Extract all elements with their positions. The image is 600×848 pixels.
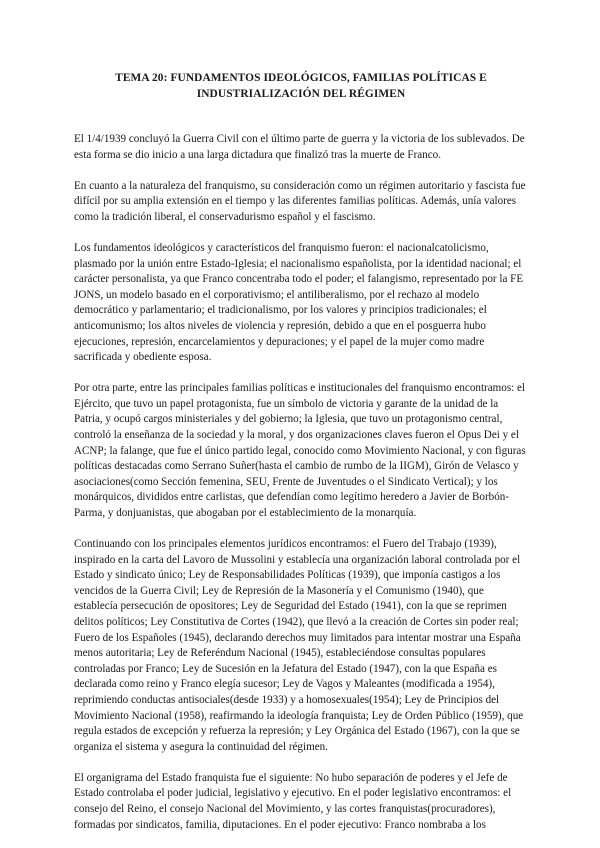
document-title — [74, 70, 528, 102]
title-line-2: INDUSTRIALIZACIÓN DEL RÉGIMEN — [196, 88, 406, 100]
paragraph-legal-elements: Continuando con los principales elementos jurídicos encontramos: el Fuero del Trabajo (1939), inspirado en la carta del Lavoro de Mussolini y establecía una organización laboral controlada por el Estado y sindicato único; Ley de Responsabilidades Políticas (1939), que imponía castigos a los vencidos de la Guerra Civil; Ley de Represión de la Masonería y el Comunismo (1940), que establecía persecución de opositores; Ley de Seguridad del Estado (1941), con la que se reprimen delitos políticos; Ley Constitutiva de Cortes (1942), que llevó a la creación de Cortes sin poder real; Fuero de los Españoles (1945), declarando derechos muy limitados para intentar mostrar una España menos autoritaria; Ley de Referéndum Nacional (1945), estableciéndose consultas populares controladas por Franco; Ley de Sucesión en la Jefatura del Estado (1947), con la que España es declarada como reino y Franco elegía sucesor; Ley de Vagos y Maleantes (modificada a 1954), reprimiendo conductas antisociales(desde 1933) y a homosexuales(1954); Ley de Principios del Movimiento Nacional (1958), reafirmando la ideología franquista; Ley de Orden Público (1959), que regula estados de excepción y refuerza la represión; y Ley Orgánica del Estado (1967), con la que se organiza el sistema y asegura la continuidad del régimen. — [74, 538, 524, 753]
paragraph-organization: El organigrama del Estado franquista fue el siguiente: No hubo separación de poderes y el Jefe de Estado controlaba el poder judicial, legislativo y ejecutivo. En el poder legislativo encontramos: el consejo del Reino, el consejo Nacional del Movimiento, y las cortes franquistas(procuradores), formadas por sindicatos, familia, diputaciones. En el poder ejecutivo: Franco nombraba a los — [74, 771, 512, 831]
paragraph-families: Por otra parte, entre las principales familias políticas e institucionales del franquismo encontramos: el Ejército, que tuvo un papel protagonista, fue un símbolo de victoria y garante de la unidad de la Patria, y ocupó cargos ministeriales y del gobierno; la Iglesia, que tuvo un protagonismo central, controló la enseñanza de la sociedad y la moral, y dos organizaciones claves fueron el Opus Dei y el ACNP; la falange, que fue el único partido legal, conocido como Movimiento Nacional, y con figuras políticas destacadas como Serrano Suñer(hasta el cambio de rumbo de la IIGM), Girón de Velasco y asociaciones(como Sección femenina, SEU, Frente de Juventudes o el Sindicato Vertical); y los monárquicos, divididos entre carlistas, que defendían como legítimo heredero a Javier de Borbón-Parma, y donjuanistas, que abogaban por el establecimiento de la monarquía. — [74, 382, 526, 519]
paragraph-foundations: Los fundamentos ideológicos y característicos del franquismo fueron: el nacionalcatolicismo, plasmado por la unión entre Estado-Iglesia; el nacionalismo españolista, por la identidad nacional; el carácter personalista, ya que Franco concentraba todo el poder; el falangismo, representado por la FE JONS, un modelo basado en el corporativismo; el antiliberalismo, por el rechazo al modelo democrático y parlamentario; el tradicionalismo, por los valores y principios tradicionales; el anticomunismo; los altos niveles de violencia y represión, debido a que en el posguerra hubo ejecuciones, represión, encarcelamientos y depuraciones; y el papel de la mujer como madre sacrificada y obediente esposa. — [74, 241, 524, 364]
title-line-1: TEMA 20: FUNDAMENTOS IDEOLÓGICOS, FAMILIAS POLÍTICAS E — [115, 72, 487, 84]
paragraph-nature: En cuanto a la naturaleza del franquismo, su consideración como un régimen autoritario y fascista fue difícil por su amplia extensión en el tiempo y las diferentes familias políticas. Además, unía valores como la tradición liberal, el conservadurismo español y el fascismo. — [74, 179, 526, 223]
paragraph-intro: El 1/4/1939 concluyó la Guerra Civil con el último parte de guerra y la victoria de los sublevados. De esta forma se dio inicio a una larga dictadura que finalizó tras la muerte de Franco. — [74, 133, 525, 161]
